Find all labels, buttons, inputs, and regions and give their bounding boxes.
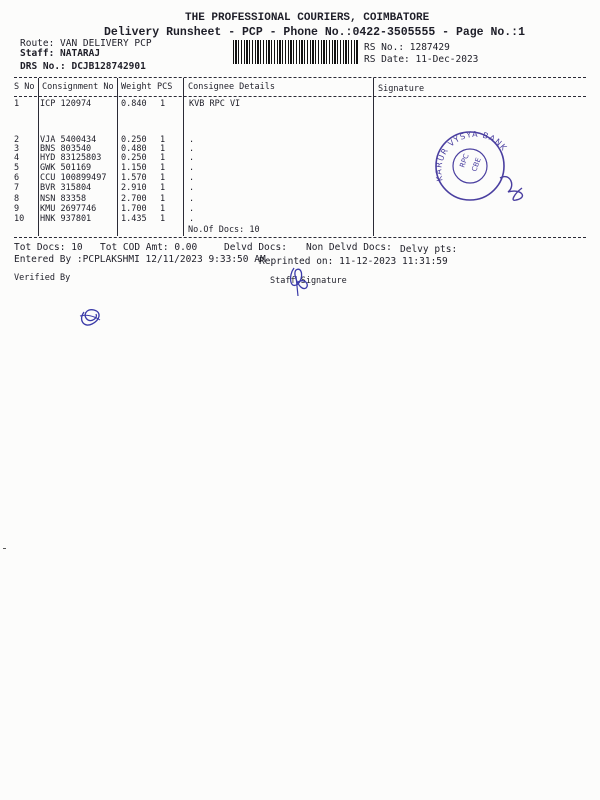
row-consignment: HNK 937801 (40, 214, 92, 224)
svg-text:KARUR VYSYA BANK: KARUR VYSYA BANK (434, 129, 509, 183)
row-pcs: 1 (160, 99, 166, 109)
row-sno: 5 (14, 163, 20, 173)
runsheet-title: Delivery Runsheet - PCP - Phone No.:0422-3505555 - Page No.:1 (104, 26, 525, 39)
row-dot: . (189, 204, 195, 214)
entered-by: Entered By :PCPLAKSHMI 12/11/2023 9:33:50 AM (14, 254, 266, 265)
row-sno: 4 (14, 153, 20, 163)
row-pcs: 1 (160, 204, 166, 214)
staff-signature-scribble (284, 262, 320, 298)
col-header-consignee: Consignee Details (188, 82, 275, 92)
row-sno: 1 (14, 99, 20, 109)
col-divider (373, 78, 374, 236)
verifier-initials-scribble (74, 302, 108, 332)
row-dot: . (189, 214, 195, 224)
row-dot: . (189, 183, 195, 193)
row-sno: 6 (14, 173, 20, 183)
delvy-pts: Delvy pts: (400, 244, 458, 255)
row-weight: 0.250 (121, 135, 147, 145)
row-consignment: BVR 315804 (40, 183, 92, 193)
row-pcs: 1 (160, 194, 166, 204)
company-title: THE PROFESSIONAL COURIERS, COIMBATORE (185, 12, 430, 24)
reprinted-on: Reprinted on: 11-12-2023 11:31:59 (259, 256, 448, 267)
row-consignment: NSN 83358 (40, 194, 87, 204)
row-pcs: 1 (160, 163, 166, 173)
no-of-docs: No.Of Docs: 10 (188, 225, 260, 235)
row-sno: 8 (14, 194, 20, 204)
row-weight: 1.700 (121, 204, 147, 214)
row-consignment: GWK 501169 (40, 163, 92, 173)
non-delvd-docs: Non Delvd Docs: (306, 242, 392, 253)
row-sno: 3 (14, 144, 20, 154)
row-pcs: 1 (160, 135, 166, 145)
staff-text: Staff: NATARAJ (20, 48, 101, 59)
stray-mark (3, 548, 6, 549)
row-weight: 1.570 (121, 173, 147, 183)
verified-by-label: Verified By (14, 273, 71, 283)
table-bottom-rule (14, 237, 586, 238)
row-dot: . (189, 173, 195, 183)
col-header-pcs: PCS (157, 82, 173, 92)
row-weight: 2.700 (121, 194, 147, 204)
row-dot: . (189, 194, 195, 204)
row-pcs: 1 (160, 173, 166, 183)
row-weight: 0.480 (121, 144, 147, 154)
svg-text:RPC: RPC (458, 152, 471, 169)
rs-date: RS Date: 11-Dec-2023 (364, 54, 479, 65)
row-weight: 1.435 (121, 214, 147, 224)
row-pcs: 1 (160, 183, 166, 193)
drs-number: DRS No.: DCJB128742901 (20, 61, 146, 72)
row-dot: . (189, 163, 195, 173)
delvd-docs: Delvd Docs: (224, 242, 287, 253)
row-consignment: VJA 5400434 (40, 135, 97, 145)
row-dot: . (189, 153, 195, 163)
table-header-rule (14, 96, 586, 97)
row-sno: 9 (14, 204, 20, 214)
col-divider (38, 78, 39, 236)
rs-number: RS No.: 1287429 (364, 42, 450, 53)
svg-text:CBE: CBE (470, 156, 483, 173)
row-pcs: 1 (160, 153, 166, 163)
col-divider (117, 78, 118, 236)
row-dot: . (189, 135, 195, 145)
row-sno: 7 (14, 183, 20, 193)
tot-docs: Tot Docs: 10 (14, 242, 83, 253)
table-top-rule (14, 77, 586, 78)
row-consignment: CCU 100899497 (40, 173, 107, 183)
row-consignment: BNS 803540 (40, 144, 92, 154)
route-text: Route: VAN DELIVERY PCP (20, 38, 152, 49)
row-weight: 0.250 (121, 153, 147, 163)
row-sno: 10 (14, 214, 25, 224)
row-consignment: KMU 2697746 (40, 204, 97, 214)
bank-stamp (430, 128, 530, 210)
row-weight: 0.840 (121, 99, 147, 109)
col-header-sno: S No (14, 82, 35, 92)
col-divider (183, 78, 184, 236)
row-pcs: 1 (160, 144, 166, 154)
row-weight: 1.150 (121, 163, 147, 173)
row-consignment: HYD 83125803 (40, 153, 102, 163)
row-consignee: KVB RPC VI (189, 99, 241, 109)
row-sno: 2 (14, 135, 20, 145)
barcode (233, 40, 359, 64)
col-header-consignment: Consignment No (42, 82, 114, 92)
row-consignment: ICP 120974 (40, 99, 92, 109)
col-header-signature: Signature (378, 84, 425, 94)
col-header-weight: Weight (121, 82, 152, 92)
row-pcs: 1 (160, 214, 166, 224)
tot-cod-amount: Tot COD Amt: 0.00 (100, 242, 198, 253)
staff-signature-label: Staff Signature (270, 276, 347, 286)
row-dot: . (189, 144, 195, 154)
row-weight: 2.910 (121, 183, 147, 193)
